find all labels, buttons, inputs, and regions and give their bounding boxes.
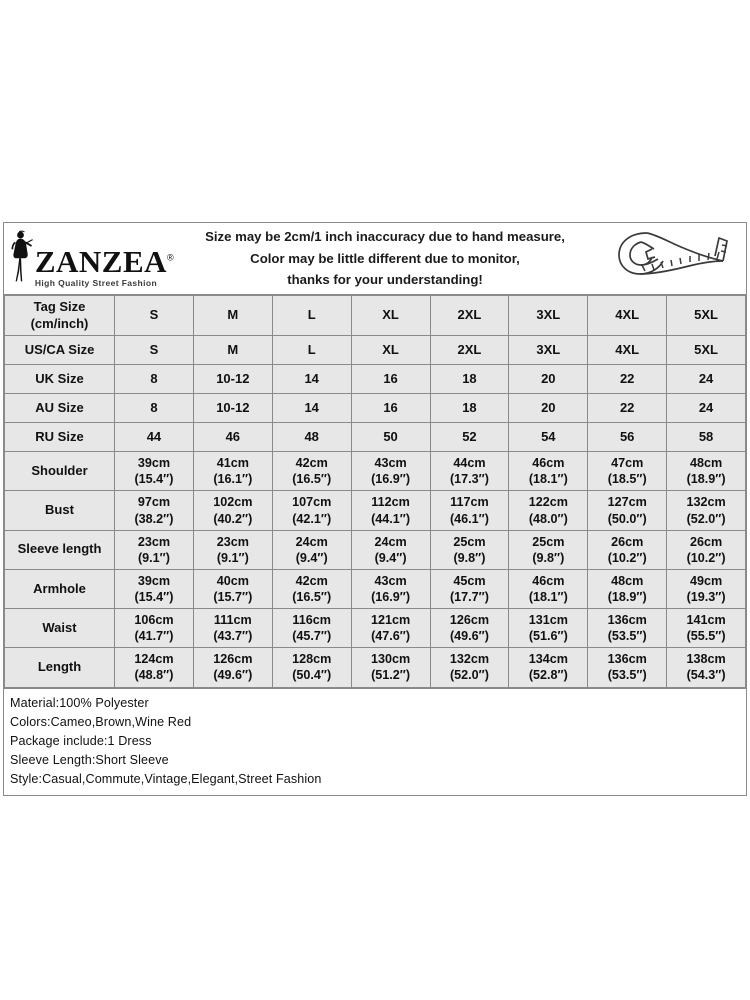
cell-tag-size-m: M [193,296,272,336]
table-row-sleeve-length [5,530,746,569]
detail-colors: Colors:Cameo,Brown,Wine Red [10,714,192,729]
cell-armhole-s [115,569,194,608]
value-cm: 122cm [528,495,568,510]
size-chart-table [4,295,746,688]
cell-waist-s [115,609,194,648]
value-cm: 46cm [532,573,565,588]
value-cm: 42cm [295,456,328,471]
value-cm: 117cm [450,495,489,510]
value-cm: 39cm [137,456,171,471]
cell-uk-m: 10-12 [193,365,272,394]
cell-sleeve-length-3xl [509,530,588,569]
cell-waist-xl [351,609,430,648]
value-cm: 136cm [607,652,647,667]
cell-sleeve-length-m [193,530,272,569]
value-inch: (49.6″) [213,668,253,683]
cell-sleeve-length-xl [351,530,430,569]
cell-tag-size-s: S [115,296,194,336]
value-cm: 141cm [686,613,726,628]
value-cm: 42cm [295,573,328,588]
value-cm: 41cm [216,456,249,471]
measuring-tape-illustration [596,225,746,292]
cell-bust-4xl [588,491,667,530]
table-row-waist [5,609,746,648]
cell-ru-s: 44 [115,423,194,452]
value-inch: (10.2″) [686,550,726,565]
cell-tag-size-l: L [272,296,351,336]
table-row-armhole [5,569,746,608]
cell-us-ca-2xl: 2XL [430,336,509,365]
cell-au-l: 14 [272,394,351,423]
row-label-bust: Bust [5,491,115,530]
cell-bust-l [272,491,351,530]
value-cm: 39cm [137,573,171,588]
cell-shoulder-3xl [509,452,588,491]
value-cm: 132cm [449,652,490,667]
chart-header-row [4,223,746,295]
cell-length-3xl [509,648,588,687]
value-inch: (18.9″) [686,472,726,487]
value-inch: (48.8″) [134,668,174,683]
value-inch: (15.4″) [134,472,174,487]
measuring-tape-icon [611,225,731,292]
value-inch: (53.5″) [607,668,647,683]
row-label-uk-size: UK Size [5,365,115,394]
detail-sleeve-length: Sleeve Length:Short Sleeve [10,752,169,767]
brand-logo [4,230,174,287]
value-cm: 24cm [374,534,407,549]
table-row-uk-size [5,365,746,394]
cell-ru-5xl: 58 [667,423,746,452]
cell-waist-5xl [667,609,746,648]
value-inch: (52.0″) [449,668,489,683]
cell-length-5xl [667,648,746,687]
value-cm: 48cm [689,456,723,471]
value-cm: 126cm [213,652,253,667]
row-label-waist: Waist [5,609,115,648]
cell-ru-4xl: 56 [588,423,667,452]
cell-au-5xl: 24 [667,394,746,423]
disclaimer-line-3: thanks for your understanding! [287,272,483,288]
value-cm: 134cm [528,652,568,667]
value-cm: 44cm [453,456,486,471]
value-inch: (16.5″) [292,590,332,605]
cell-uk-3xl: 20 [509,365,588,394]
value-inch: (48.0″) [528,511,568,526]
value-inch: (18.1″) [528,472,568,487]
cell-tag-size-4xl: 4XL [588,296,667,336]
cell-sleeve-length-2xl [430,530,509,569]
cell-waist-4xl [588,609,667,648]
value-inch: (42.1″) [292,511,332,526]
table-row-ru-size [5,423,746,452]
cell-bust-s [115,491,194,530]
cell-armhole-m [193,569,272,608]
cell-armhole-l [272,569,351,608]
cell-waist-2xl [430,609,509,648]
row-label-shoulder: Shoulder [5,452,115,491]
cell-sleeve-length-5xl [667,530,746,569]
cell-tag-size-5xl: 5XL [667,296,746,336]
value-cm: 43cm [374,456,407,471]
value-cm: 116cm [292,613,331,628]
value-inch: (43.7″) [213,629,253,644]
value-inch: (9.1″) [216,550,249,565]
cell-length-m [193,648,272,687]
value-cm: 26cm [611,534,644,549]
tag-size-label-line1: Tag Size [33,299,86,314]
cell-ru-3xl: 54 [509,423,588,452]
value-inch: (46.1″) [449,511,489,526]
row-label-tag-size [5,296,115,336]
cell-us-ca-s: S [115,336,194,365]
cell-shoulder-2xl [430,452,509,491]
value-cm: 132cm [686,495,726,510]
table-row-au-size [5,394,746,423]
value-inch: (9.8″) [532,550,565,565]
cell-length-xl [351,648,430,687]
table-row-tag-size [5,296,746,336]
measurement-disclaimer [174,226,596,290]
row-label-au-size: AU Size [5,394,115,423]
value-cm: 47cm [611,456,644,471]
value-inch: (9.4″) [295,550,328,565]
cell-au-s: 8 [115,394,194,423]
row-label-length: Length [5,648,115,687]
value-inch: (19.3″) [686,590,726,605]
cell-armhole-2xl [430,569,509,608]
value-inch: (40.2″) [213,511,253,526]
cell-tag-size-2xl: 2XL [430,296,509,336]
value-cm: 131cm [528,613,568,628]
cell-sleeve-length-l [272,530,351,569]
cell-tag-size-3xl: 3XL [509,296,588,336]
cell-uk-4xl: 22 [588,365,667,394]
value-cm: 127cm [607,495,647,510]
value-inch: (54.3″) [686,668,726,683]
value-inch: (41.7″) [134,629,174,644]
cell-au-m: 10-12 [193,394,272,423]
detail-style: Style:Casual,Commute,Vintage,Elegant,Street Fashion [10,772,322,787]
value-cm: 25cm [453,534,486,549]
registered-trademark-icon: ® [167,252,175,263]
value-cm: 106cm [134,613,174,628]
value-inch: (53.5″) [607,629,647,644]
cell-length-l [272,648,351,687]
value-cm: 138cm [686,652,726,667]
value-inch: (18.5″) [607,472,647,487]
cell-shoulder-m [193,452,272,491]
table-row-shoulder [5,452,746,491]
value-cm: 111cm [213,613,252,628]
value-inch: (52.8″) [528,668,568,683]
table-row-length [5,648,746,687]
value-cm: 45cm [453,573,486,588]
value-cm: 130cm [370,652,411,667]
value-cm: 23cm [216,534,249,549]
cell-length-s [115,648,194,687]
value-inch: (16.9″) [371,590,411,605]
value-inch: (9.1″) [137,550,170,565]
value-cm: 97cm [137,495,171,510]
value-cm: 124cm [134,652,174,667]
size-chart-sheet [3,222,747,796]
cell-shoulder-xl [351,452,430,491]
cell-us-ca-4xl: 4XL [588,336,667,365]
value-inch: (10.2″) [607,550,647,565]
cell-sleeve-length-s [115,530,194,569]
value-cm: 43cm [374,573,407,588]
cell-length-2xl [430,648,509,687]
cell-us-ca-l: L [272,336,351,365]
row-label-armhole: Armhole [5,569,115,608]
value-inch: (15.7″) [213,590,253,605]
cell-bust-3xl [509,491,588,530]
cell-armhole-xl [351,569,430,608]
cell-bust-m [193,491,272,530]
cell-uk-xl: 16 [351,365,430,394]
disclaimer-line-1: Size may be 2cm/1 inch inaccuracy due to hand measure, [205,229,565,245]
value-cm: 102cm [213,495,253,510]
value-cm: 121cm [370,613,411,628]
value-cm: 112cm [371,495,410,510]
value-cm: 128cm [292,652,332,667]
disclaimer-line-2: Color may be little different due to monitor, [250,250,520,266]
tag-size-label-line2: (cm/inch) [30,315,89,331]
value-cm: 136cm [607,613,647,628]
value-inch: (16.9″) [371,472,411,487]
size-table-body [5,296,746,688]
product-details-footer [4,688,746,796]
cell-ru-l: 48 [272,423,351,452]
cell-shoulder-5xl [667,452,746,491]
value-inch: (16.1″) [213,472,253,487]
value-inch: (15.4″) [134,590,174,605]
value-inch: (52.0″) [686,511,726,526]
value-inch: (50.0″) [607,511,647,526]
value-cm: 107cm [292,495,332,510]
brand-name: ZANZEA® [34,243,175,279]
cell-sleeve-length-4xl [588,530,667,569]
cell-length-4xl [588,648,667,687]
cell-bust-2xl [430,491,509,530]
value-inch: (17.7″) [449,590,489,605]
cell-waist-3xl [509,609,588,648]
cell-shoulder-s [115,452,194,491]
cell-au-xl: 16 [351,394,430,423]
row-label-sleeve-length: Sleeve length [5,530,115,569]
value-inch: (47.6″) [371,629,411,644]
cell-ru-m: 46 [193,423,272,452]
value-inch: (49.6″) [449,629,489,644]
value-inch: (51.2″) [371,668,411,683]
value-inch: (18.9″) [607,590,647,605]
value-inch: (16.5″) [292,472,332,487]
cell-tag-size-xl: XL [351,296,430,336]
value-inch: (50.4″) [292,668,332,683]
value-inch: (38.2″) [134,511,174,526]
table-row-us-ca-size [5,336,746,365]
value-cm: 26cm [689,534,723,549]
value-cm: 23cm [137,534,171,549]
cell-uk-s: 8 [115,365,194,394]
value-cm: 25cm [532,534,565,549]
value-cm: 24cm [295,534,328,549]
value-inch: (44.1″) [371,511,411,526]
value-inch: (55.5″) [686,629,726,644]
cell-au-3xl: 20 [509,394,588,423]
cell-uk-2xl: 18 [430,365,509,394]
value-inch: (9.8″) [453,550,486,565]
value-cm: 48cm [611,573,644,588]
value-cm: 126cm [449,613,490,628]
value-cm: 46cm [532,456,565,471]
cell-uk-l: 14 [272,365,351,394]
cell-shoulder-4xl [588,452,667,491]
cell-waist-m [193,609,272,648]
detail-package: Package include:1 Dress [10,733,152,748]
value-inch: (18.1″) [528,590,568,605]
cell-waist-l [272,609,351,648]
row-label-ru-size: RU Size [5,423,115,452]
row-label-us-ca-size: US/CA Size [5,336,115,365]
value-inch: (45.7″) [292,629,332,644]
woman-silhouette-icon [8,230,34,287]
cell-ru-2xl: 52 [430,423,509,452]
cell-uk-5xl: 24 [667,365,746,394]
cell-us-ca-xl: XL [351,336,430,365]
cell-au-2xl: 18 [430,394,509,423]
value-cm: 49cm [689,573,723,588]
cell-au-4xl: 22 [588,394,667,423]
value-cm: 40cm [216,573,249,588]
cell-us-ca-m: M [193,336,272,365]
cell-us-ca-5xl: 5XL [667,336,746,365]
cell-shoulder-l [272,452,351,491]
cell-bust-xl [351,491,430,530]
detail-material: Material:100% Polyester [10,695,149,710]
table-row-bust [5,491,746,530]
value-inch: (17.3″) [449,472,489,487]
cell-bust-5xl [667,491,746,530]
value-inch: (9.4″) [374,550,407,565]
brand-tagline: High Quality Street Fashion [34,277,158,288]
cell-armhole-3xl [509,569,588,608]
cell-us-ca-3xl: 3XL [509,336,588,365]
cell-armhole-4xl [588,569,667,608]
cell-armhole-5xl [667,569,746,608]
value-inch: (51.6″) [528,629,568,644]
cell-ru-xl: 50 [351,423,430,452]
